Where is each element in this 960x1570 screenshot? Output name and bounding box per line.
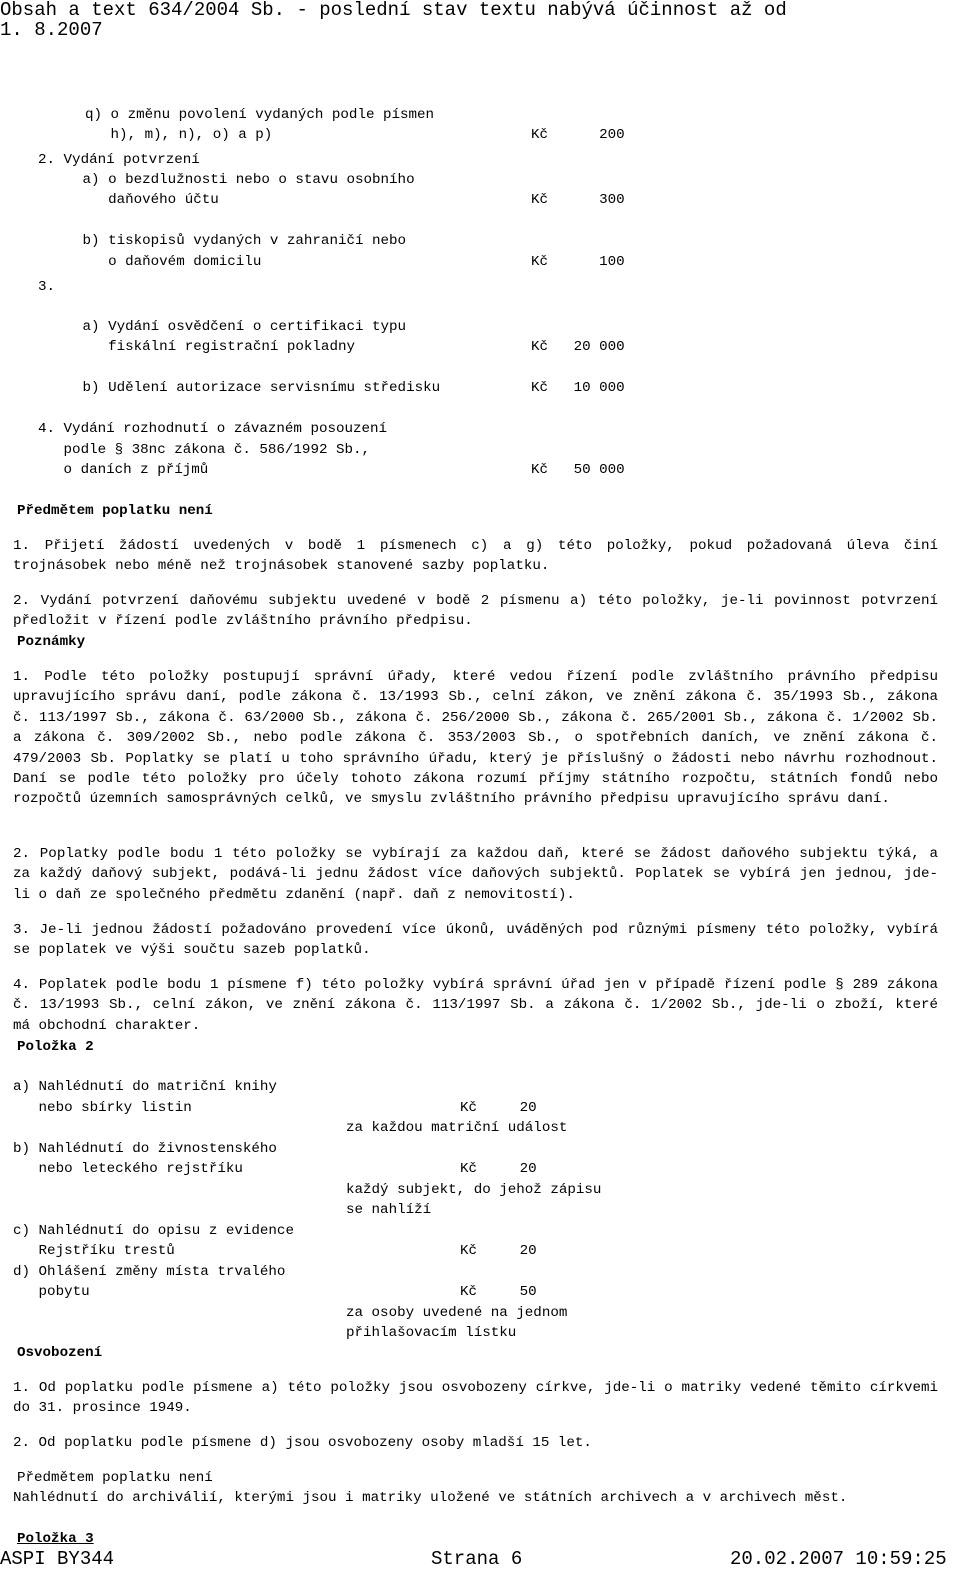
section-heading-not-subject: Předmětem poplatku není (17, 503, 213, 519)
section-heading-item3: Položka 3 (17, 1531, 94, 1547)
item2-row: pobytu (13, 1284, 90, 1300)
item2-row: nebo leteckého rejstříku (13, 1161, 243, 1177)
item2-row: b) Nahlédnutí do živnostenského (13, 1141, 277, 1157)
section-heading-notes: Poznámky (17, 634, 86, 650)
fee-row: podle § 38nc zákona č. 586/1992 Sb., (38, 442, 371, 458)
item2-note: se nahlíží (346, 1202, 432, 1218)
page-header-line1: Obsah a text 634/2004 Sb. - poslední stav textu nabývá účinnost až od (0, 0, 787, 21)
fee-row: 3. (38, 279, 56, 295)
fee-row: daňového účtu (57, 192, 219, 208)
not-subject-2: 2. Vydání potvrzení daňovému subjektu uvedené v bodě 2 písmenu a) této položky, je-li povinnost potvrzení předložit v řízení podle zvláštního právního předpisu. (13, 593, 938, 630)
fee-amount: Kč 10 000 (531, 380, 625, 396)
section-heading-exempt: Osvobození (17, 1345, 103, 1361)
page-header-line2: 1. 8.2007 (0, 19, 103, 41)
fee-amount: Kč 20 000 (531, 339, 625, 355)
footer-right: 20.02.2007 10:59:25 (730, 1548, 947, 1570)
item2-note: každý subjekt, do jehož zápisu (346, 1182, 602, 1198)
fee-row: a) Vydání osvědčení o certifikaci typu (57, 319, 407, 335)
section-heading-item2: Položka 2 (17, 1039, 94, 1055)
fee-row: b) tiskopisů vydaných v zahraničí nebo (57, 233, 407, 249)
item2-row: nebo sbírky listin (13, 1100, 192, 1116)
footer-left: ASPI BY344 (0, 1548, 115, 1570)
fee-row: fiskální registrační pokladny (57, 339, 355, 355)
item2-row: a) Nahlédnutí do matriční knihy (13, 1079, 277, 1095)
not-subject-1: 1. Přijetí žádostí uvedených v bodě 1 písmenech c) a g) této položky, pokud požadovaná úleva činí trojnásobek nebo méně než trojnásobek stanovené sazby poplatku. (13, 538, 938, 575)
note-4: 4. Poplatek podle bodu 1 písmene f) této položky vybírá správní úřad jen v případě řízení podle § 289 zákona č. 13/1993 Sb., celní zákon, ve znění zákona č. 113/1997 Sb. a zákona č. 1/2002 Sb., jde-li o zboží, které má obchodní charakter. (13, 977, 938, 1034)
not-subject-title-2: Předmětem poplatku není (17, 1470, 213, 1486)
item2-fee: Kč 20 (460, 1161, 537, 1177)
item2-fee: Kč 50 (460, 1284, 537, 1300)
fee-amount: Kč 200 (531, 127, 625, 143)
fee-row: h), m), n), o) a p) (85, 127, 273, 143)
fee-row: 4. Vydání rozhodnutí o závazném posouzení (38, 421, 388, 437)
note-3: 3. Je-li jednou žádostí požadováno provedení více úkonů, uváděných pod různými písmeny této položky, vybírá se poplatek ve výši součtu sazeb poplatků. (13, 922, 938, 959)
not-subject-text-2: Nahlédnutí do archiválií, kterými jsou i matriky uložené ve státních archivech a v archivech měst. (13, 1490, 848, 1506)
fee-amount: Kč 50 000 (531, 462, 625, 478)
item2-note: za osoby uvedené na jednom (346, 1305, 568, 1321)
fee-row: o daních z příjmů (38, 462, 209, 478)
item2-row: Rejstříku trestů (13, 1243, 175, 1259)
item2-note: přihlašovacím lístku (346, 1325, 517, 1341)
exempt-2: 2. Od poplatku podle písmene d) jsou osvobozeny osoby mladší 15 let. (13, 1435, 592, 1451)
item2-fee: Kč 20 (460, 1243, 537, 1259)
item2-row: c) Nahlédnutí do opisu z evidence (13, 1223, 294, 1239)
fee-row: a) o bezdlužnosti nebo o stavu osobního (57, 172, 415, 188)
fee-row: q) o změnu povolení vydaných podle písmen (85, 107, 435, 123)
item2-fee: Kč 20 (460, 1100, 537, 1116)
footer-center: Strana 6 (431, 1548, 523, 1570)
fee-amount: Kč 300 (531, 192, 625, 208)
fee-amount: Kč 100 (531, 254, 625, 270)
fee-row: b) Udělení autorizace servisnímu středisku (57, 380, 441, 396)
fee-row: 2. Vydání potvrzení (38, 152, 200, 168)
note-1: 1. Podle této položky postupují správní úřady, které vedou řízení podle zvláštního právního předpisu upravujícího správu daní, podle zákona č. 13/1993 Sb., celní zákon, ve znění zákona č. 35/1993 Sb., zákona č. 113/1997 Sb., zákona č. 63/2000 Sb., zákona č. 256/2000 Sb., zákona č. 265/2001 Sb., zákona č. 1/2002 Sb. a zákona č. 309/2002 Sb., nebo podle zákona č. 353/2003 Sb., o spotřebních daních, ve znění zákona č. 479/2003 Sb. Poplatky se platí u toho správního úřadu, který je příslušný o žádosti nebo návrhu rozhodnout. Daní se podle této položky pro účely tohoto zákona rozumí příjmy státního rozpočtu, státních fondů nebo rozpočtů územních samosprávných celků, ve smyslu zvláštního právního předpisu upravujícího správu daní. (13, 669, 938, 808)
exempt-1: 1. Od poplatku podle písmene a) této položky jsou osvobozeny církve, jde-li o matriky vedené těmito církvemi do 31. prosince 1949. (13, 1380, 938, 1417)
note-2: 2. Poplatky podle bodu 1 této položky se vybírají za každou daň, které se žádost daňového subjektu týká, a za každý daňový subjekt, podává-li jednu žádost více daňových subjektů. Poplatek se vybírá jen jednou, jde-li o daň ze společného předmětu zdanění (např. daň z nemovitostí). (13, 846, 938, 903)
item2-note: za každou matriční událost (346, 1120, 568, 1136)
fee-row: o daňovém domicilu (57, 254, 262, 270)
item2-row: d) Ohlášení změny místa trvalého (13, 1264, 286, 1280)
